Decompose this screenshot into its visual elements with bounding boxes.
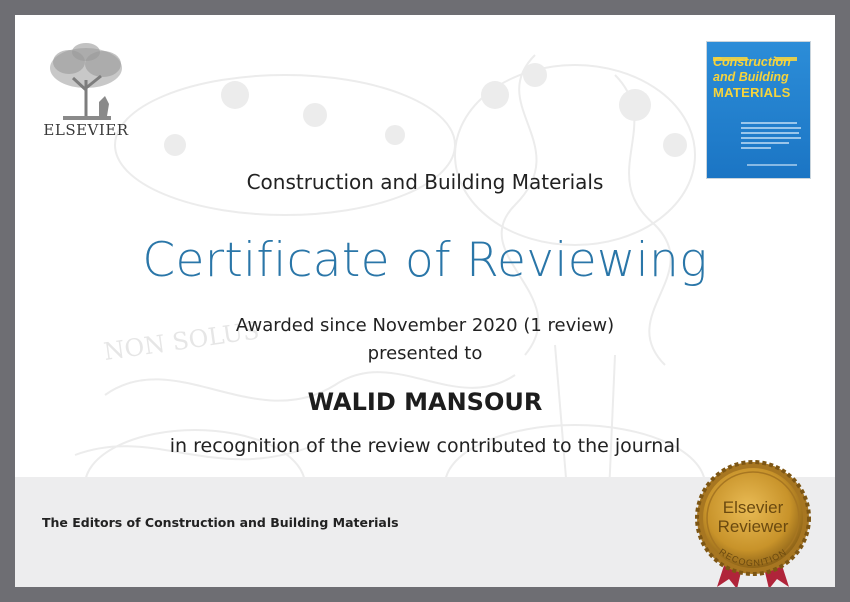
seal-ribbon-text: RECOGNITION	[717, 546, 789, 569]
recognition-text: in recognition of the review contributed to the journal	[169, 435, 681, 457]
cover-title-line1: Construction	[713, 55, 791, 69]
cover-title-line2: and Building	[713, 70, 789, 84]
cover-text-lines	[741, 122, 801, 152]
seal-line2: Reviewer	[717, 517, 789, 536]
recipient-name: WALID MANSOUR	[307, 388, 543, 416]
awarded-text: Awarded since November 2020 (1 review)	[235, 315, 615, 336]
certificate-sheet	[15, 15, 835, 587]
publisher-name: ELSEVIER	[43, 121, 129, 139]
seal-line1: Elsevier	[722, 498, 784, 517]
reviewer-seal-icon	[683, 455, 823, 587]
watermark-motto: NON SOLUS	[101, 316, 262, 366]
cover-footer-line	[747, 164, 797, 166]
journal-cover-icon	[706, 41, 811, 179]
certificate-title: Certificate of Reviewing	[142, 233, 708, 288]
cover-title	[713, 55, 807, 100]
cover-title-line3: MATERIALS	[713, 85, 791, 100]
presented-text: presented to	[367, 343, 483, 364]
journal-name: Construction and Building Materials	[246, 170, 604, 194]
editors-signature: The Editors of Construction and Building Materials	[42, 515, 399, 530]
cover-header-bar	[713, 46, 803, 51]
